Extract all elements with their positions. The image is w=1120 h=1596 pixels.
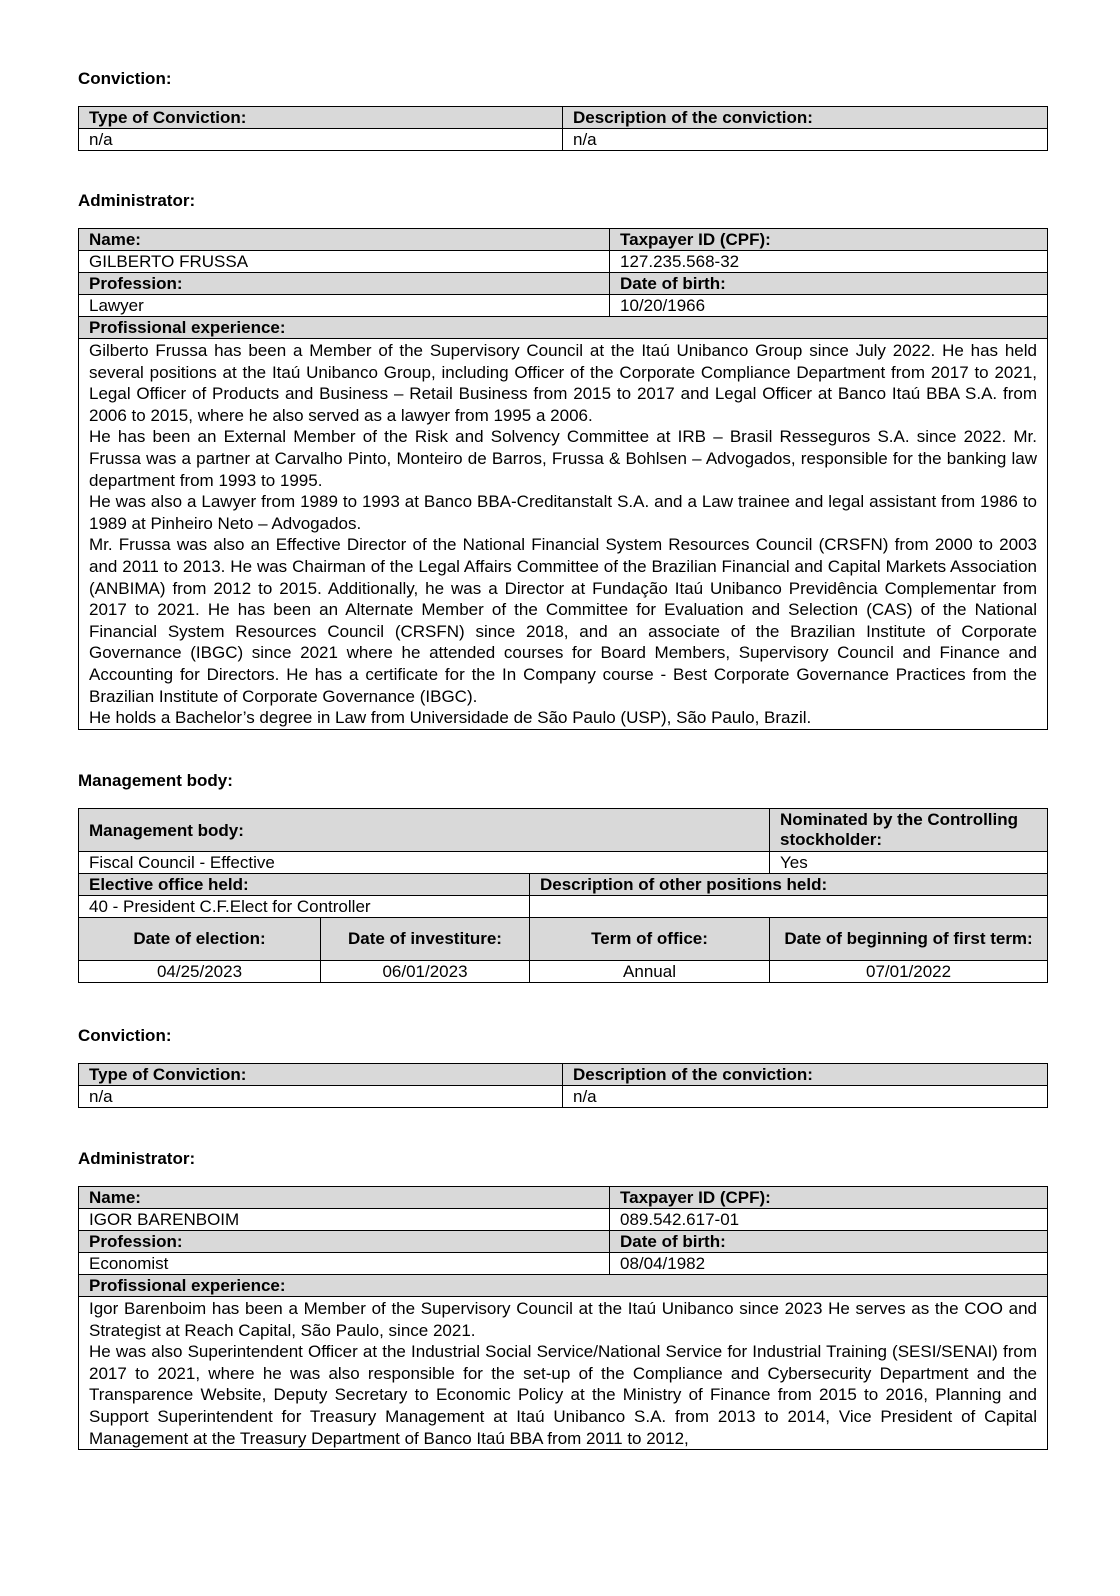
conviction-description-value: n/a [563,1086,1048,1108]
conviction-table [78,106,1048,151]
term-of-office-value: Annual [530,961,770,983]
name-label: Name: [79,1187,610,1209]
date-of-investiture-value: 06/01/2023 [321,961,530,983]
experience-paragraph: Igor Barenboim has been a Member of the Supervisory Council at the Itaú Unibanco since 2023 He serves as the COO and Strategist at Reach Capital, São Paulo, since 2021. [89,1299,1037,1340]
conviction-table [78,1063,1048,1108]
profession-label: Profession: [79,1231,610,1253]
type-of-conviction-label: Type of Conviction: [79,107,563,129]
experience-paragraph: He was also a Lawyer from 1989 to 1993 at Banco BBA-Creditanstalt S.A. and a Law trainee and legal assistant from 1986 to 1989 at Pinheiro Neto – Advogados. [89,492,1037,533]
conviction-heading: Conviction: [78,69,172,88]
date-of-investiture-label: Date of investiture: [321,918,530,961]
dob-value: 10/20/1966 [610,295,1048,317]
management-body-label: Management body: [79,809,770,852]
nominated-label: Nominated by the Controlling stockholder: [770,809,1048,852]
experience-paragraph: He was also Superintendent Officer at the Industrial Social Service/National Service for Industrial Training (SESI/SENAI) from 2017 to 2021, where he was also responsible for the set-up of the Compliance and Cybersecurity Department and the Transparence Website, Deputy Secretary to Economic Policy at the Ministry of Finance from 2015 to 2016, Planning and Support Superintendent for Treasury Management at Itaú Unibanco S.A. from 2013 to 2014, Vice President of Capital Management at the Treasury Department of Banco Itaú BBA from 2011 to 2012, [89,1342,1037,1448]
experience-label: Profissional experience: [79,1275,1048,1297]
first-term-date-label: Date of beginning of first term: [770,918,1048,961]
administrator-table [78,228,1048,730]
cpf-value: 089.542.617-01 [610,1209,1048,1231]
dob-label: Date of birth: [610,1231,1048,1253]
cpf-label: Taxpayer ID (CPF): [610,229,1048,251]
management-body-heading: Management body: [78,771,233,790]
profession-value: Economist [79,1253,610,1275]
profession-label: Profession: [79,273,610,295]
experience-paragraph: He holds a Bachelor’s degree in Law from Universidade de São Paulo (USP), São Paulo, Brazil. [89,708,812,728]
dob-label: Date of birth: [610,273,1048,295]
first-term-date-value: 07/01/2022 [770,961,1048,983]
conviction-description-value: n/a [563,129,1048,151]
management-body-value: Fiscal Council - Effective [79,852,770,874]
conviction-description-label: Description of the conviction: [563,107,1048,129]
elective-office-value: 40 - President C.F.Elect for Controller [79,896,530,918]
administrator-heading: Administrator: [78,1149,196,1168]
elective-office-label: Elective office held: [79,874,530,896]
name-value: GILBERTO FRUSSA [79,251,610,273]
experience-label: Profissional experience: [79,317,1048,339]
administrator-heading: Administrator: [78,191,196,210]
experience-text [79,1297,1048,1450]
experience-paragraph: He has been an External Member of the Risk and Solvency Committee at IRB – Brasil Resseguros S.A. since 2022. Mr. Frussa was a partner at Carvalho Pinto, Monteiro de Barros, Frussa & Bohlsen – Advogados, responsible for the banking law department from 1993 to 1995. [89,427,1037,490]
cpf-value: 127.235.568-32 [610,251,1048,273]
name-value: IGOR BARENBOIM [79,1209,610,1231]
date-of-election-value: 04/25/2023 [79,961,321,983]
other-positions-value [530,896,1048,918]
profession-value: Lawyer [79,295,610,317]
nominated-value: Yes [770,852,1048,874]
other-positions-label: Description of other positions held: [530,874,1048,896]
cpf-label: Taxpayer ID (CPF): [610,1187,1048,1209]
type-of-conviction-value: n/a [79,129,563,151]
term-of-office-label: Term of office: [530,918,770,961]
type-of-conviction-label: Type of Conviction: [79,1064,563,1086]
experience-text [79,339,1048,730]
conviction-description-label: Description of the conviction: [563,1064,1048,1086]
experience-paragraph: Gilberto Frussa has been a Member of the Supervisory Council at the Itaú Unibanco Group since July 2022. He has held several positions at the Itaú Unibanco Group, including Officer of the Corporate Compliance Department from 2017 to 2021, Legal Officer of Products and Business – Retail Business from 2015 to 2017 and Legal Officer at Banco Itaú BBA S.A. from 2006 to 2015, where he also served as a lawyer from 1995 a 2006. [89,341,1037,425]
administrator-table [78,1186,1048,1450]
date-of-election-label: Date of election: [79,918,321,961]
type-of-conviction-value: n/a [79,1086,563,1108]
conviction-heading: Conviction: [78,1026,172,1045]
name-label: Name: [79,229,610,251]
management-body-table [78,808,1048,983]
dob-value: 08/04/1982 [610,1253,1048,1275]
experience-paragraph: Mr. Frussa was also an Effective Director of the National Financial System Resources Council (CRSFN) from 2000 to 2003 and 2011 to 2013. He was Chairman of the Legal Affairs Committee of the Brazilian Financial and Capital Markets Association (ANBIMA) from 2012 to 2015. Additionally, he was a Director at Fundação Itaú Unibanco Previdência Complementar from 2017 to 2021. He has been an Alternate Member of the Committee for Evaluation and Selection (CAS) of the National Financial System Resources Council (CRSFN) since 2018, and an associate of the Brazilian Institute of Corporate Governance (IBGC) since 2021 where he attended courses for Board Members, Supervisory Council and Finance and Accounting for Directors. He has a certificate for the In Company course - Best Corporate Governance Practices from the Brazilian Institute of Corporate Governance (IBGC). [89,535,1037,706]
